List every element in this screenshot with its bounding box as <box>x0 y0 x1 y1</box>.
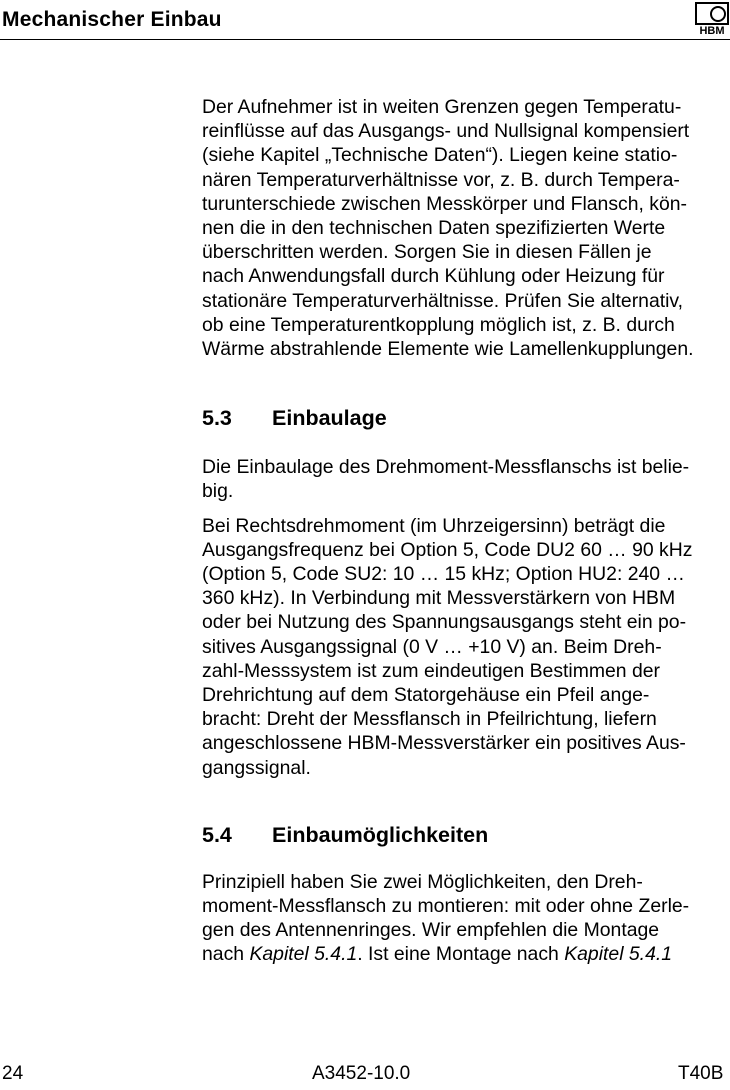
text-line: zahl-Messsystem ist zum eindeutigen Bestimmen der <box>202 659 661 682</box>
text-line: Prinzipiell haben Sie zwei Möglichkeiten, den Dreh- <box>202 870 643 893</box>
intro-paragraph <box>202 95 730 361</box>
section-title: Einbaulage <box>272 406 387 431</box>
text-line: 360 kHz). In Verbindung mit Messverstärkern von HBM <box>202 587 676 610</box>
text-line: gangssignal. <box>202 756 311 779</box>
text-line: nären Temperaturverhältnisse vor, z. B. durch Tempera- <box>202 168 680 191</box>
page-header-title: Mechanischer Einbau <box>2 8 222 31</box>
page-number: 24 <box>2 1063 24 1084</box>
text-line: oder bei Nutzung des Spannungsausgangs steht ein po- <box>202 611 687 634</box>
text-line: stationäre Temperaturverhältnisse. Prüfen Sie alternativ, <box>202 289 684 312</box>
einbaumoeglichkeiten-paragraph <box>202 870 730 967</box>
text-segment: . Ist eine Montage nach <box>357 943 565 966</box>
text-line: Die Einbaulage des Drehmoment-Messflanschs ist belie- <box>202 456 690 479</box>
section-number: 5.4 <box>202 822 232 847</box>
text-line: Bei Rechtsdrehmoment (im Uhrzeigersinn) beträgt die <box>202 514 666 537</box>
text-line: reinflüsse auf das Ausgangs- und Nullsignal kompensiert <box>202 120 690 143</box>
product-name: T40B <box>678 1063 724 1084</box>
text-line: sitives Ausgangssignal (0 V … +10 V) an. Beim Dreh- <box>202 635 662 658</box>
text-line: überschritten werden. Sorgen Sie in diesen Fällen je <box>202 241 652 264</box>
text-line: moment-Messflansch zu montieren: mit oder ohne Zerle- <box>202 895 690 918</box>
text-line: nen die in den technischen Daten spezifizierten Werte <box>202 217 666 240</box>
logo-text: HBM <box>699 25 725 35</box>
text-line: Der Aufnehmer ist in weiten Grenzen gegen Temperatu- <box>202 96 682 118</box>
text-line: Wärme abstrahlende Elemente wie Lamellenkupplungen. <box>202 338 694 361</box>
chapter-reference: Kapitel 5.4.1 <box>249 943 358 966</box>
text-line: (siehe Kapitel „Technische Daten“). Liegen keine statio- <box>202 144 678 167</box>
text-line: big. <box>202 480 234 503</box>
text-line: (Option 5, Code SU2: 10 … 15 kHz; Option HU2: 240 … <box>202 563 685 586</box>
text-line: nach Anwendungsfall durch Kühlung oder Heizung für <box>202 265 665 288</box>
einbaulage-paragraph-1 <box>202 455 730 503</box>
text-line: bracht: Dreht der Messflansch in Pfeilrichtung, liefern <box>202 708 657 731</box>
einbaulage-paragraph-2 <box>202 514 730 780</box>
section-number: 5.3 <box>202 406 232 431</box>
text-line: gen des Antennenringes. Wir empfehlen die Montage <box>202 919 660 942</box>
text-line: turunterschiede zwischen Messkörper und Flansch, kön- <box>202 192 687 215</box>
section-heading-5-3 <box>202 405 730 431</box>
section-heading-5-4 <box>202 822 730 848</box>
header-divider <box>0 39 730 40</box>
text-line <box>202 942 730 966</box>
hbm-logo <box>695 2 729 35</box>
page-content <box>202 95 730 977</box>
section-title: Einbaumöglichkeiten <box>272 822 489 847</box>
document-code: A3452-10.0 <box>312 1063 411 1084</box>
text-segment: nach <box>202 943 250 966</box>
chapter-reference: Kapitel 5.4.1 <box>564 943 673 966</box>
text-line: Ausgangsfrequenz bei Option 5, Code DU2 60 … 90 kHz <box>202 538 693 561</box>
text-line: ob eine Temperaturentkopplung möglich ist, z. B. durch <box>202 313 675 336</box>
text-line: Drehrichtung auf dem Statorgehäuse ein Pfeil ange- <box>202 684 650 707</box>
text-line: angeschlossene HBM-Messverstärker ein positives Aus- <box>202 732 686 755</box>
